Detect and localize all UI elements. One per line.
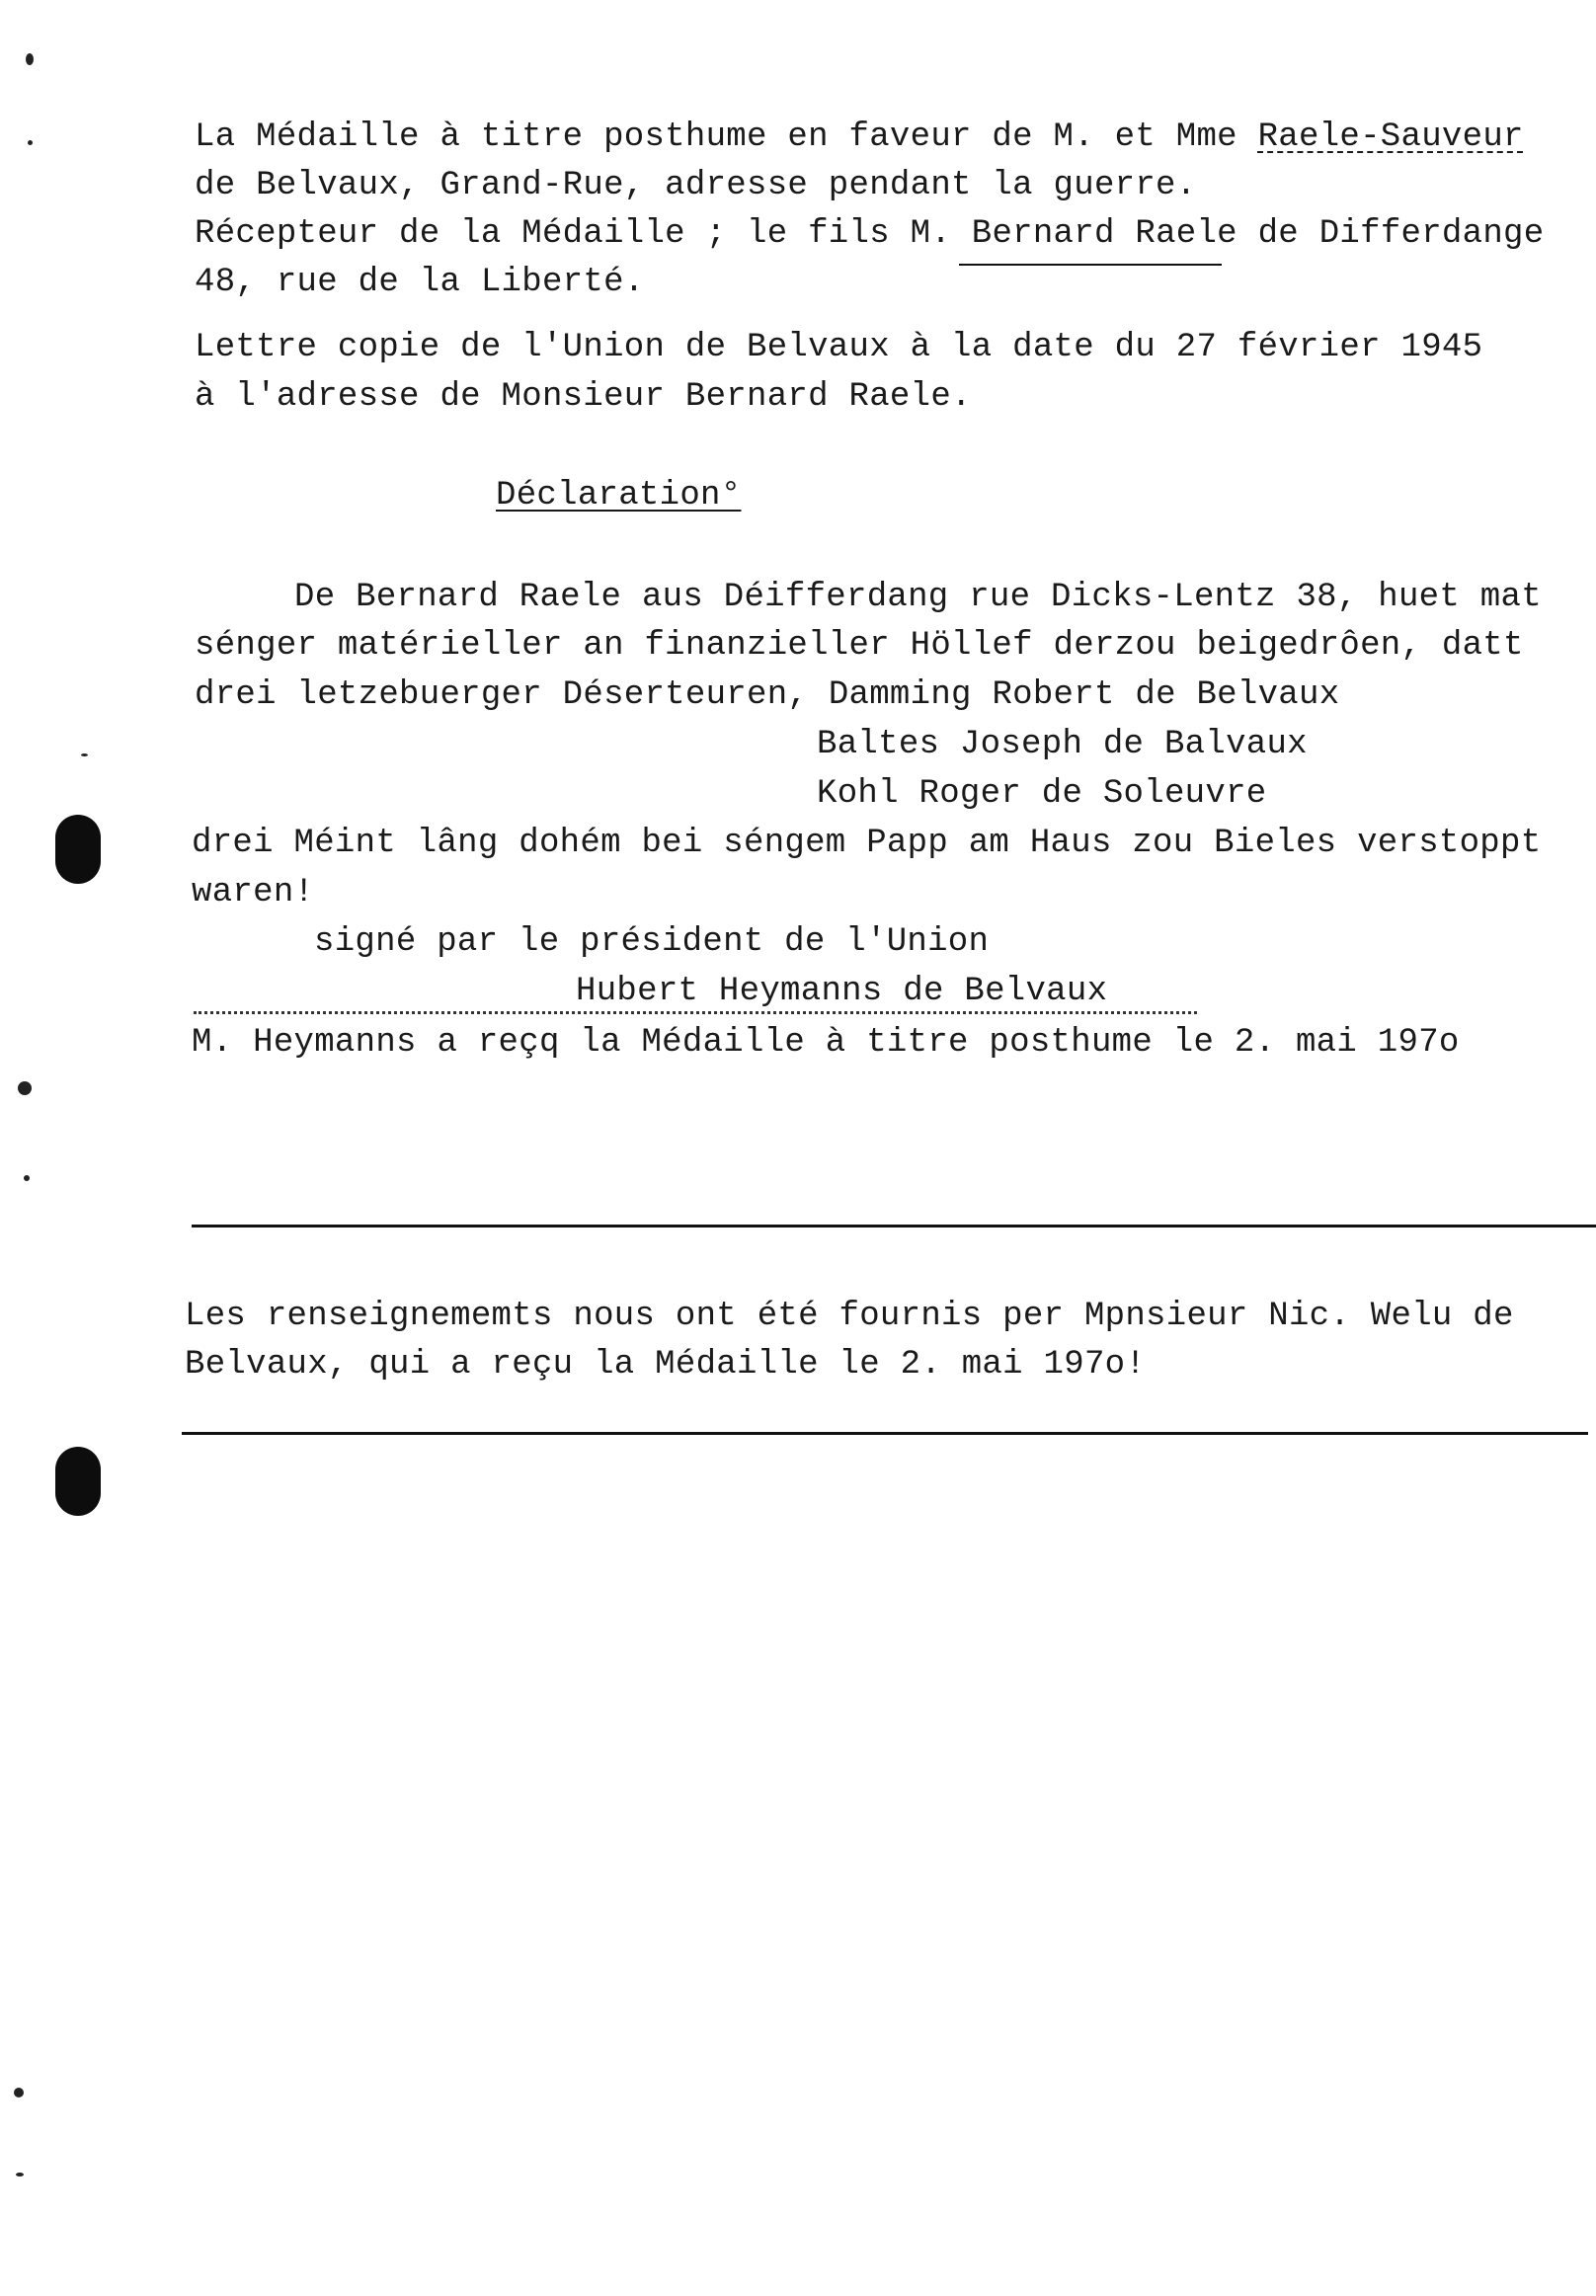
para1-line3 xyxy=(195,214,1544,254)
signed-by: signé par le président de l'Union xyxy=(314,923,990,961)
para1-line3-pre: Récepteur de la Médaille ; le fils M. xyxy=(195,215,972,253)
declaration-line3 xyxy=(195,675,1339,715)
punch-hole-bottom xyxy=(55,1447,101,1516)
para1-line4: 48, rue de la Liberté. xyxy=(195,264,645,301)
punch-hole-top xyxy=(55,815,101,884)
scan-speck xyxy=(24,1175,30,1181)
declaration-heading xyxy=(496,476,741,515)
received-note: M. Heymanns a reçq la Médaille à titre posthume le 2. mai 197o xyxy=(192,1024,1460,1062)
footer-line1: Les renseignememts nous ont été fournis per Mpnsieur Nic. Welu de xyxy=(185,1298,1514,1335)
deserter-2: Baltes Joseph de Balvaux xyxy=(817,726,1308,763)
signatory: Hubert Heymanns de Belvaux xyxy=(576,973,1108,1010)
scan-speck xyxy=(16,2173,24,2177)
para2-line1: Lettre copie de l'Union de Belvaux à la date du 27 février 1945 xyxy=(195,329,1483,366)
scan-speck xyxy=(81,753,88,756)
receiver-name: Bernard Raele xyxy=(971,215,1237,253)
scan-speck xyxy=(28,140,33,145)
receiver-name-underline xyxy=(959,264,1222,266)
declaration-line3-pre: drei letzebuerger Déserteuren, xyxy=(195,676,829,714)
declaration-line1: De Bernard Raele aus Déifferdang rue Dicks-Lentz 38, huet mat xyxy=(294,579,1542,616)
deserter-3: Kohl Roger de Soleuvre xyxy=(817,775,1267,813)
para1-line1-text: La Médaille à titre posthume en faveur de M. et Mme xyxy=(195,119,1258,156)
para1-line3-post: de Differdange xyxy=(1237,215,1545,253)
footer-line2: Belvaux, qui a reçu la Médaille le 2. mai 197o! xyxy=(185,1346,1147,1384)
deserter-1: Damming Robert de Belvaux xyxy=(828,676,1340,714)
signatory-dotted-line xyxy=(194,1011,1197,1014)
separator-rule-2 xyxy=(182,1432,1588,1435)
declaration-heading-text: Déclaration° xyxy=(496,477,742,515)
para1-line1 xyxy=(195,118,1524,157)
recipient-family-name: Raele-Sauveur xyxy=(1257,119,1524,156)
scan-speck xyxy=(14,2088,24,2098)
declaration-line2: sénger matérieller an finanzieller Höllef derzou beigedrôen, datt xyxy=(195,627,1524,665)
para1-line2: de Belvaux, Grand-Rue, adresse pendant la guerre. xyxy=(195,167,1197,204)
separator-rule-1 xyxy=(192,1225,1596,1227)
scan-speck xyxy=(18,1081,32,1095)
para2-line2: à l'adresse de Monsieur Bernard Raele. xyxy=(195,378,972,416)
declaration-line5: waren! xyxy=(192,874,315,911)
declaration-line4: drei Méint lâng dohém bei séngem Papp am Haus zou Bieles verstoppt xyxy=(192,825,1542,862)
scan-speck xyxy=(26,53,34,65)
